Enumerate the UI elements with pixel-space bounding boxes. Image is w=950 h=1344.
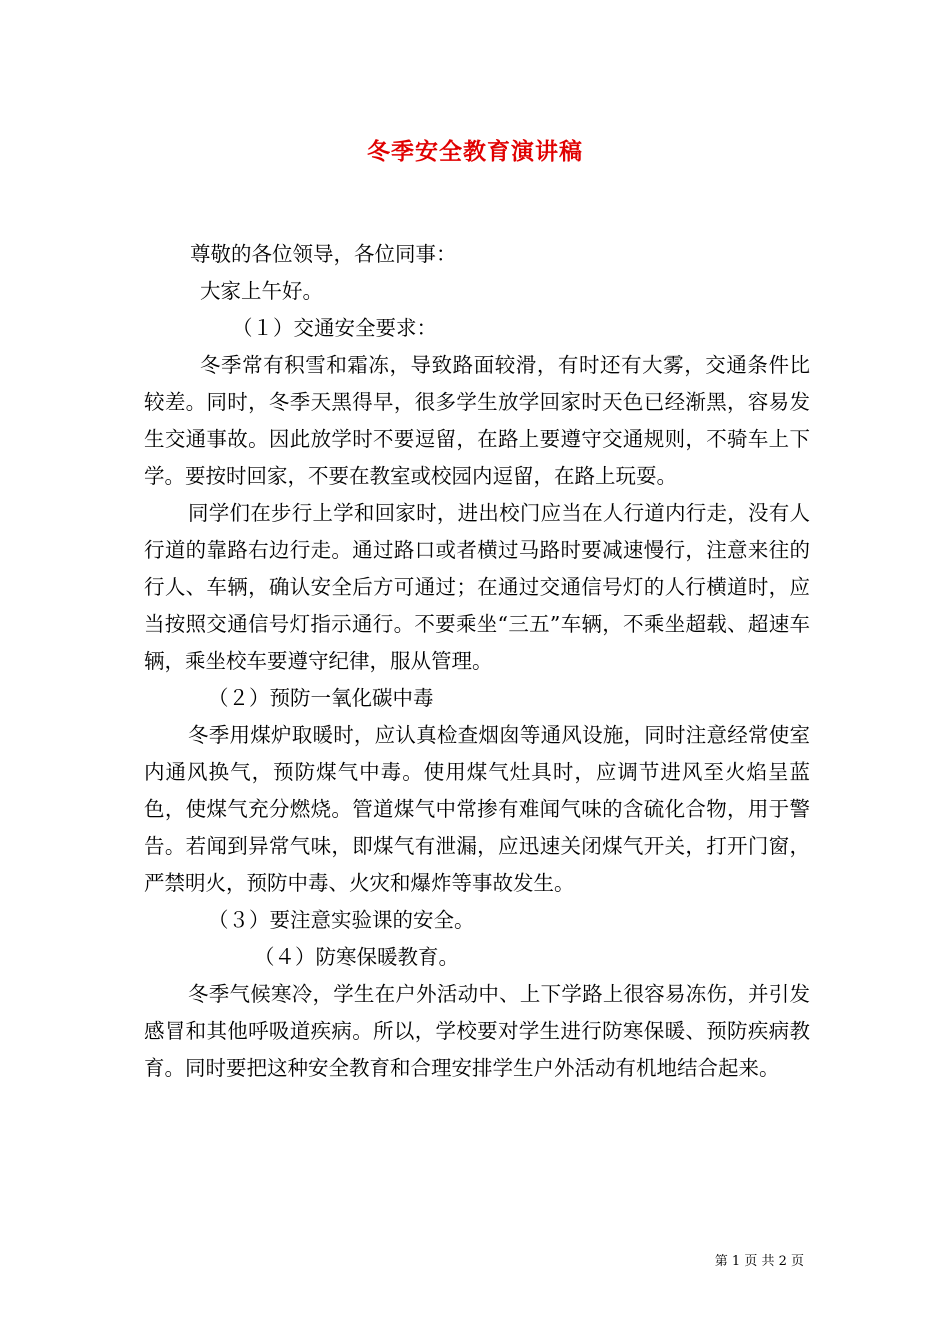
document-body — [144, 236, 810, 1087]
greeting-line: 尊敬的各位领导，各位同事： — [190, 242, 457, 266]
document-title: 冬季安全教育演讲稿 — [367, 138, 583, 165]
hello-line: 大家上午好。 — [200, 279, 323, 303]
paragraph-co-poisoning: 冬季用煤炉取暖时，应认真检查烟囱等通风设施，同时注意经常使室内通风换气，预防煤气中毒。使用煤气灶具时，应调节进风至火焰呈蓝色，使煤气充分燃烧。管道煤气中常掺有难闻气味的含硫化合物，用于警告。若闻到异常气味，即煤气有泄漏，应迅速关闭煤气开关，打开门窗，严禁明火，预防中毒、火灾和爆炸等事故发生。 — [144, 723, 810, 895]
paragraph-traffic-2: 同学们在步行上学和回家时，进出校门应当在人行道内行走，没有人行道的靠路右边行走。通过路口或者横过马路时要减速慢行，注意来往的行人、车辆，确认安全后方可通过；在通过交通信号灯的人行横道时，应当按照交通信号灯指示通行。不要乘坐“三五”车辆，不乘坐超载、超速车辆，乘坐校车要遵守纪律，服从管理。 — [144, 501, 810, 673]
section-heading-traffic: （１）交通安全要求： — [232, 316, 437, 340]
paragraph-traffic-1: 冬季常有积雪和霜冻，导致路面较滑，有时还有大雾，交通条件比较差。同时，冬季天黑得早，很多学生放学回家时天色已经渐黑，容易发生交通事故。因此放学时不要逗留，在路上要遵守交通规则，不骑车上下学。要按时回家，不要在教室或校园内逗留，在路上玩耍。 — [144, 353, 810, 488]
section-heading-lab-safety: （３）要注意实验课的安全。 — [208, 908, 475, 932]
paragraph-cold-protection: 冬季气候寒冷，学生在户外活动中、上下学路上很容易冻伤，并引发感冒和其他呼吸道疾病。所以，学校要对学生进行防寒保暖、预防疾病教育。同时要把这种安全教育和合理安排学生户外活动有机地结合起来。 — [144, 982, 810, 1080]
page-number: 第 1 页 共 2 页 — [714, 1254, 804, 1269]
section-heading-cold-protection: （４）防寒保暖教育。 — [254, 945, 459, 969]
section-heading-co-poisoning: （２）预防一氧化碳中毒 — [208, 686, 434, 710]
